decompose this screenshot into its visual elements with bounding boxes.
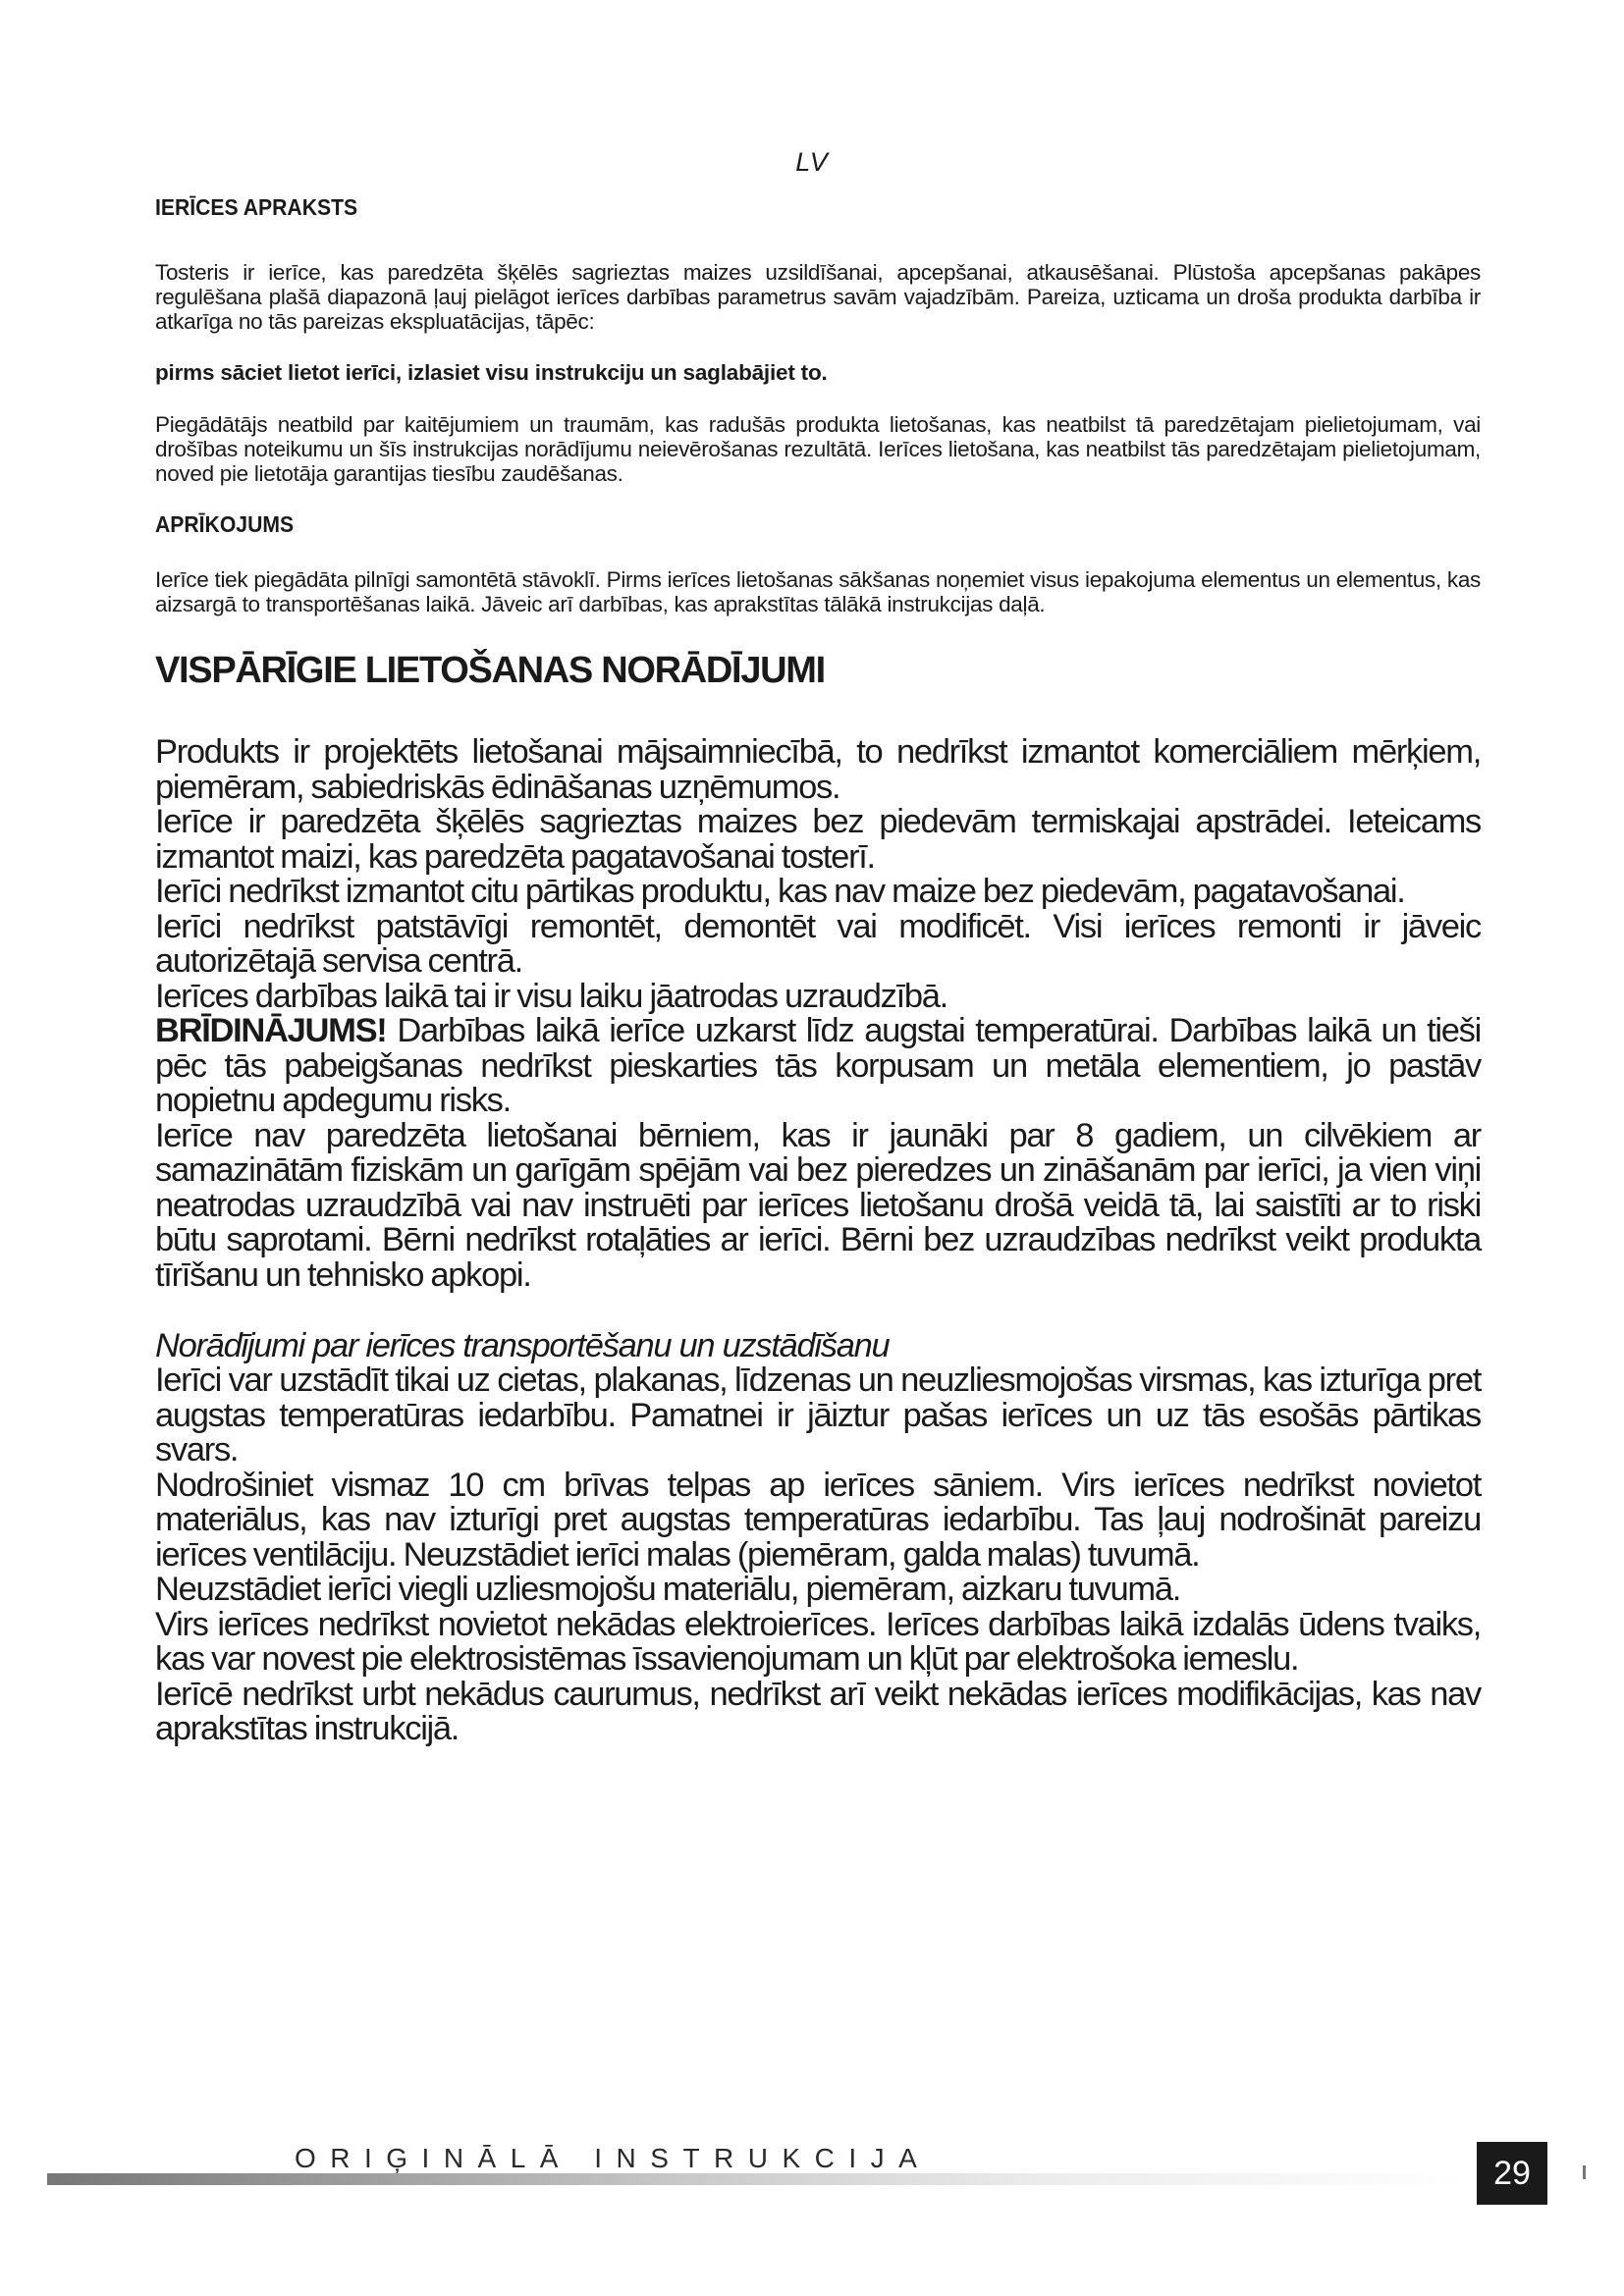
transport-paragraph-3: Neuzstādiet ierīci viegli uzliesmojošu materiālu, piemēram, aizkaru tuvumā.	[155, 1571, 1181, 1608]
transport-paragraph-2: Nodrošiniet vismaz 10 cm brīvas telpas ap ierīces sāniem. Virs ierīces nedrīkst novietot materiālus, kas nav izturīgi pret augstas temperatūras iedarbību. Tas ļauj nodrošināt pareizu ierīces ventilāciju. Neuzstādiet ierīci malas (piemēram, galda malas) tuvumā.	[155, 1466, 1481, 1574]
warning-label: BRĪDINĀJUMS!	[155, 1012, 387, 1049]
general-paragraph-5: Ierīces darbības laikā tai ir visu laiku jāatrodas uzraudzībā.	[155, 977, 947, 1015]
page-content	[155, 194, 1481, 1747]
transport-paragraph-4: Virs ierīces nedrīkst novietot nekādas elektroierīces. Ierīces darbības laikā izdalās ūdens tvaiks, kas var novest pie elektrosistēmas īssavienojumam un kļūt par elektrošoka iemeslu.	[155, 1605, 1481, 1678]
page-edge-mark	[1583, 2165, 1586, 2179]
read-instructions-note: pirms sāciet lietot ierīci, izlasiet visu instrukciju un saglabājiet to.	[155, 360, 828, 385]
general-paragraph-4: Ierīci nedrīkst patstāvīgi remontēt, demontēt vai modificēt. Visi ierīces remonti ir jāveic autorizētajā servisa centrā.	[155, 907, 1481, 980]
page-number: 29	[1477, 2142, 1547, 2205]
transport-paragraph-5: Ierīcē nedrīkst urbt nekādus caurumus, nedrīkst arī veikt nekādas ierīces modifikācijas, kas nav aprakstītas instrukcijā.	[155, 1675, 1481, 1747]
transport-paragraph-1: Ierīci var uzstādīt tikai uz cietas, plakanas, līdzenas un neuzliesmojošas virsmas, kas izturīga pret augstas temperatūras iedarbību. Pamatnei ir jāiztur pašas ierīces un uz tās esošās pārtikas svars.	[155, 1362, 1481, 1468]
footer-title: ORIĢINĀLĀ INSTRUKCIJA	[295, 2143, 932, 2173]
description-paragraph-2: Piegādātājs neatbild par kaitējumiem un traumām, kas radušās produkta lietošanas, kas neatbilst tā paredzētajam pielietojumam, vai drošības noteikumu un šīs instrukcijas norādījumu neievērošanas rezultātā. Ierīces lietošana, kas neatbilst tās paredzētajam pielietojumam, noved pie lietotāja garantijas tiesību zaudēšanas.	[155, 412, 1481, 486]
section-heading-equipment: APRĪKOJUMS	[155, 511, 295, 537]
general-paragraph-2: Ierīce ir paredzēta šķēlēs sagrieztas maizes bez piedevām termiskajai apstrādei. Ieteicams izmantot maizi, kas paredzēta pagatavošanai tosterī.	[155, 803, 1481, 876]
equipment-paragraph: Ierīce tiek piegādāta pilnīgi samontētā stāvoklī. Pirms ierīces lietošanas sākšanas noņemiet visus iepakojuma elementus un elementus, kas aizsargā to transportēšanas laikā. Jāveic arī darbības, kas aprakstītas tālākā instrukcijas daļā.	[155, 567, 1481, 616]
description-paragraph-1: Tosteris ir ierīce, kas paredzēta šķēlēs sagrieztas maizes uzsildīšanai, apcepšanai, atkausēšanai. Plūstoša apcepšanas pakāpes regulēšana plašā diapazonā ļauj pielāgot ierīces darbības parametrus savām vajadzībām. Pareiza, uzticama un droša produkta darbība ir atkarīga no tās pareizas ekspluatācijas, tāpēc:	[155, 260, 1481, 334]
warning-paragraph	[155, 1014, 1481, 1119]
general-paragraph-1: Produkts ir projektēts lietošanai mājsaimniecībā, to nedrīkst izmantot komerciāliem mērķiem, piemēram, sabiedriskās ēdināšanas uzņēmumos.	[155, 733, 1481, 806]
section-heading-general: VISPĀRĪGIE LIETOŠANAS NORĀDĪJUMI	[155, 650, 825, 691]
language-code: LV	[795, 147, 829, 177]
footer-gradient-bar	[47, 2173, 1471, 2185]
section-heading-transport: Norādījumi par ierīces transportēšanu un uzstādīšanu	[155, 1327, 890, 1364]
section-heading-description: IERĪCES APRAKSTS	[155, 194, 358, 220]
general-paragraph-3: Ierīci nedrīkst izmantot citu pārtikas produktu, kas nav maize bez piedevām, pagatavošanai.	[155, 873, 1405, 910]
general-paragraph-7: Ierīce nav paredzēta lietošanai bērniem, kas ir jaunāki par 8 gadiem, un cilvēkiem ar samazinātām fiziskām un garīgām spējām vai bez pieredzes un zināšanām par ierīci, ja vien viņi neatrodas uzraudzībā vai nav instruēti par ierīces lietošanu drošā veidā tā, lai saistīti ar to riski būtu saprotami. Bērni nedrīkst rotaļāties ar ierīci. Bērni bez uzraudzības nedrīkst veikt produkta tīrīšanu un tehnisko apkopi.	[155, 1116, 1481, 1294]
warning-text: Darbības laikā ierīce uzkarst līdz augstai temperatūrai. Darbības laikā un tieši pēc tās pabeigšanas nedrīkst pieskarties tās korpusam un metāla elementiem, jo pastāv nopietnu apdegumu risks.	[155, 1012, 1481, 1119]
